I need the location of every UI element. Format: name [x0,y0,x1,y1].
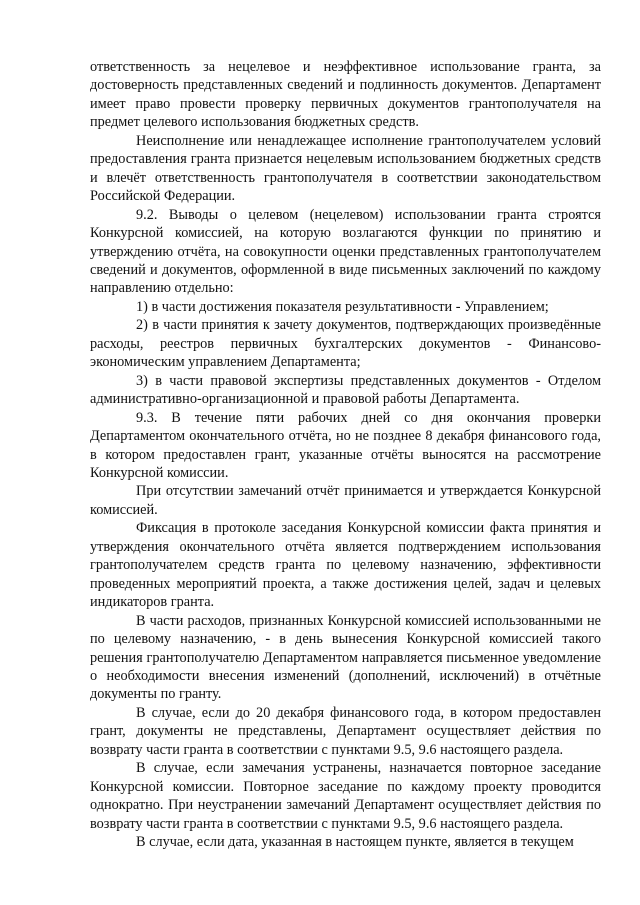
list-item-1: 1) в части достижения показателя результативности - Управлением; [136,298,549,315]
paragraph-9-3: 9.3. В течение пяти рабочих дней со дня окончания проверки Департаментом окончательного отчёта, но не позднее 8 декабря финансового года, в котором предоставлен грант, указанные отчёты выносятся на рассмотрение Конкурсной комиссии. [90,409,601,481]
document-page [90,58,601,851]
paragraph-no-remarks: При отсутствии замечаний отчёт принимается и утверждается Конкурсной комиссией. [90,483,601,518]
list-item-3: 3) в части правовой экспертизы представленных документов - Отделом административно-организационной и правовой работы Департамента. [90,372,601,408]
paragraph-responsibility: ответственность за нецелевое и неэффективное использование гранта, за достоверность представленных сведений и подлинность документов. Департамент имеет право провести проверку первичных документов грантополучателя на предмет целевого использования бюджетных средств. [90,59,601,131]
paragraph-fixation: Фиксация в протоколе заседания Конкурсной комиссии факта принятия и утверждения окончательного отчёта является подтверждением использования грантополучателем средств гранта по целевому назначению, эффективности проведенных мероприятий проекта, а также достижения целей, задач и целевых индикаторов гранта. [90,520,601,611]
paragraph-nonfulfillment: Неисполнение или ненадлежащее исполнение грантополучателем условий предоставления гранта признается нецелевым использованием бюджетных средств и влечёт ответственность грантополучателя в соответствии законодательством Российской Федерации. [90,132,601,205]
paragraph-deadline-20-december: В случае, если до 20 декабря финансового года, в котором предоставлен грант, документы не представлены, Департамент осуществляет действия по возврату части гранта в соответствии с пунктами 9.5, 9.6 настоящего раздела. [90,704,601,758]
paragraph-9-2: 9.2. Выводы о целевом (нецелевом) использовании гранта строятся Конкурсной комиссией, на которую возлагаются функции по принятию и утверждению отчёта, на совокупности оценки представленных грантополучателем сведений и документов, оформленной в виде письменных заключений по каждому направлению отдельно: [90,206,601,297]
paragraph-remarks-eliminated: В случае, если замечания устранены, назначается повторное заседание Конкурсной комиссии. Повторное заседание по каждому проекту проводится однократно. При неустранении замечаний Департамент осуществляет действия по возврату части гранта в соответствии с пунктами 9.5, 9.6 настоящего раздела. [90,760,601,832]
paragraph-misused-expenses: В части расходов, признанных Конкурсной комиссией использованными не по целевому назначению, - в день вынесения Конкурсной комиссией такого решения грантополучателю Департаментом направляется письменное уведомление о необходимости внесения изменений (дополнений, исключений) в отчётные документы по гранту. [90,612,601,703]
paragraph-date-continuation: В случае, если дата, указанная в настоящем пункте, является в текущем [136,834,574,851]
list-item-2: 2) в части принятия к зачету документов, подтверждающих произведённые расходы, реестров первичных бухгалтерских документов - Финансово-экономическим управлением Департамента; [90,317,601,371]
